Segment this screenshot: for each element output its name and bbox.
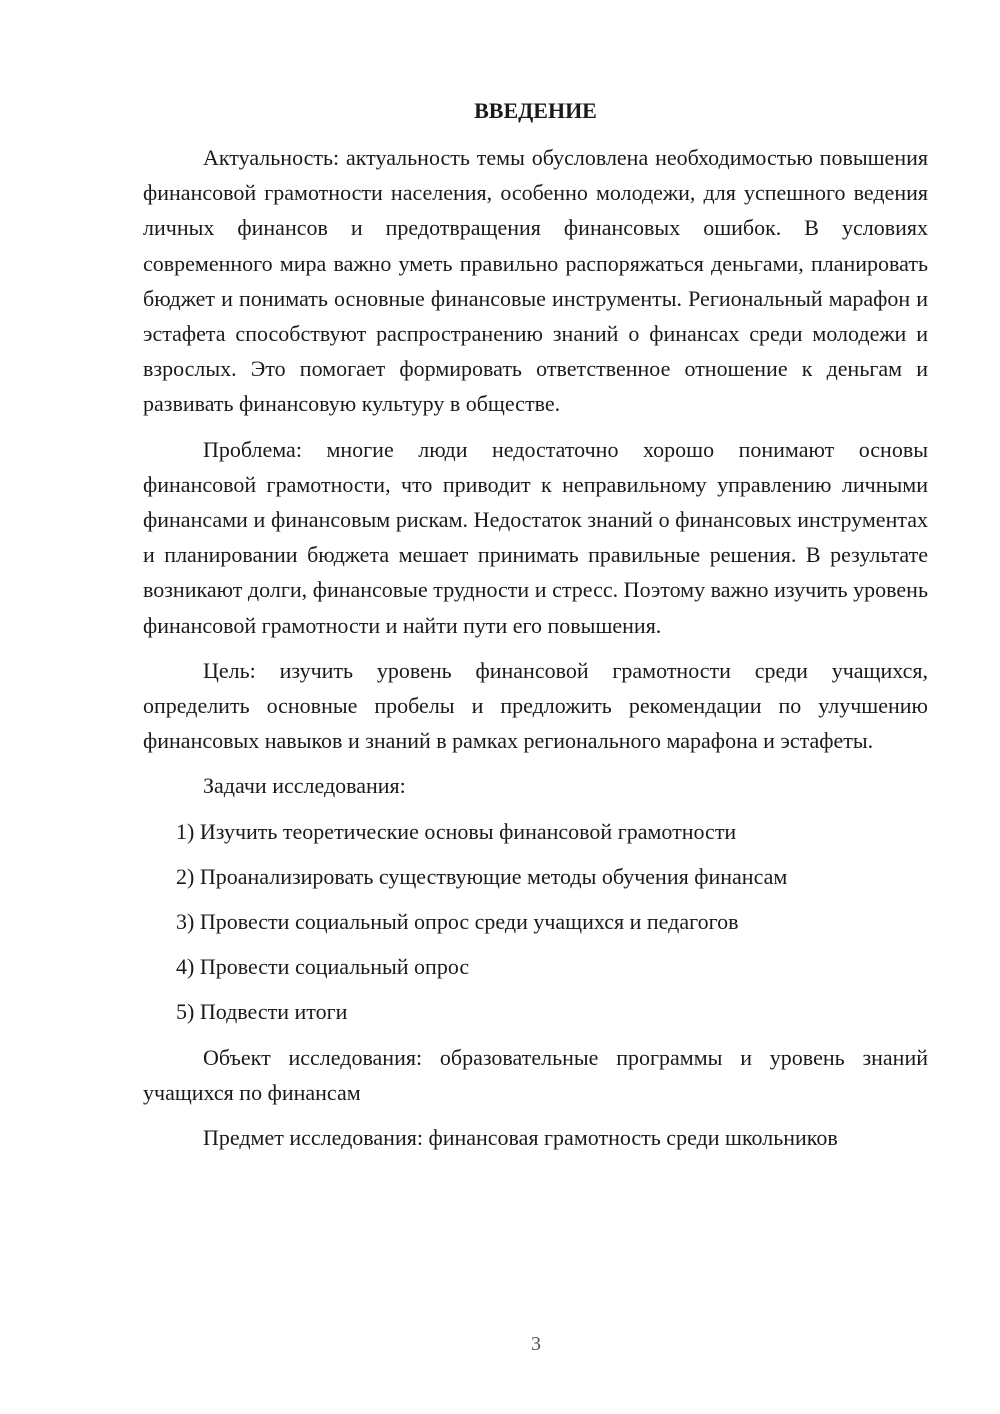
subject-paragraph: Предмет исследования: финансовая грамотность среди школьников (203, 1125, 838, 1151)
task-list (143, 814, 928, 1030)
page-number: 3 (531, 1333, 541, 1355)
problem-paragraph: Проблема: многие люди недостаточно хорошо понимают основы финансовой грамотности, что приводит к неправильному управлению личными финансами и финансовым рискам. Недостаток знаний о финансовых инструментах и планировании бюджета мешает принимать правильные решения. В результате возникают долги, финансовые трудности и стресс. Поэтому важно изучить уровень финансовой грамотности и найти пути его повышения. (143, 436, 928, 638)
tasks-heading: Задачи исследования: (203, 773, 406, 799)
task-item-2: 2) Проанализировать существующие методы обучения финансам (176, 863, 788, 889)
document-body (143, 96, 928, 1165)
page-title: ВВЕДЕНИЕ (474, 98, 597, 123)
task-item-4: 4) Провести социальный опрос (176, 954, 470, 980)
object-paragraph: Объект исследования: образовательные программы и уровень знаний учащихся по финансам (143, 1044, 928, 1105)
task-item-3: 3) Провести социальный опрос среди учащихся и педагогов (176, 909, 739, 935)
task-item-1: 1) Изучить теоретические основы финансовой грамотности (176, 818, 737, 844)
relevance-paragraph: Актуальность: актуальность темы обусловлена необходимостью повышения финансовой грамотности населения, особенно молодежи, для успешного ведения личных финансов и предотвращения финансовых ошибок. В условиях современного мира важно уметь правильно распоряжаться деньгами, планировать бюджет и понимать основные финансовые инструменты. Региональный марафон и эстафета способствуют распространению знаний о финансах среди молодежи и взрослых. Это помогает формировать ответственное отношение к деньгам и развивать финансовую культуру в обществе. (143, 145, 928, 417)
goal-paragraph: Цель: изучить уровень финансовой грамотности среди учащихся, определить основные пробелы и предложить рекомендации по улучшению финансовых навыков и знаний в рамках регионального марафона и эстафеты. (143, 657, 928, 754)
task-item-5: 5) Подвести итоги (176, 999, 348, 1025)
